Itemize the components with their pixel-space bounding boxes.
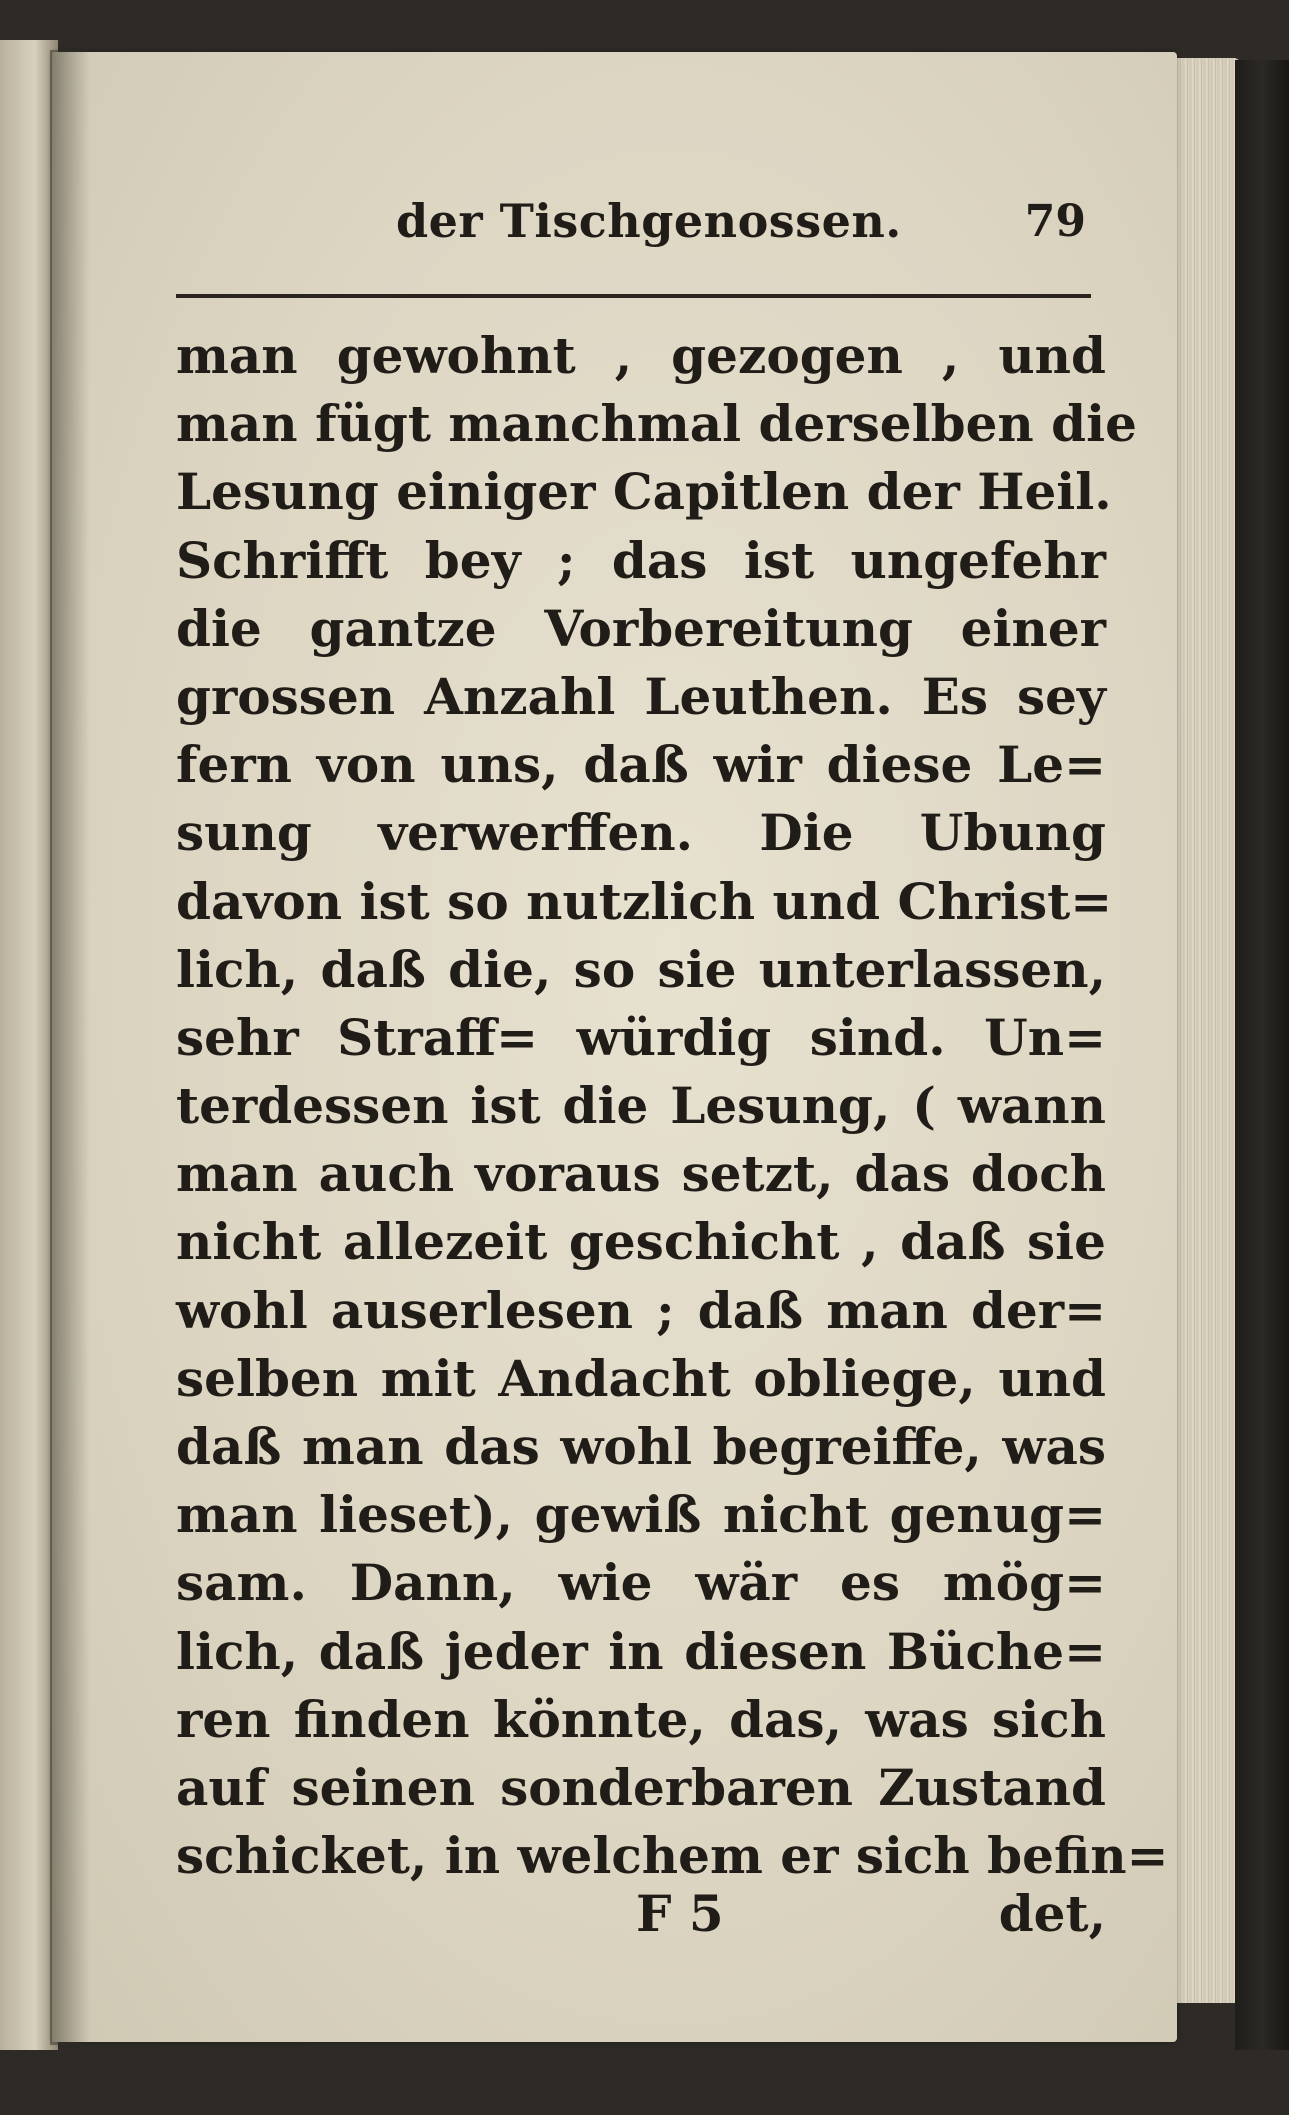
text-line: grossen Anzahl Leuthen. Es sey — [176, 666, 1106, 726]
book-page — [52, 52, 1177, 2042]
text-line: schicket, in welchem er sich befin= — [176, 1826, 1169, 1886]
text-line: Schrifft bey ; das ist ungefehr — [176, 530, 1106, 590]
text-line: sam. Dann, wie wär es mög= — [176, 1553, 1106, 1613]
text-line: terdessen ist die Lesung, ( wann — [176, 1076, 1106, 1136]
text-line: sung verwerffen. Die Ubung — [176, 803, 1106, 863]
text-line: auf seinen sonderbaren Zustand — [176, 1757, 1106, 1817]
text-line: davon ist so nutzlich und Christ= — [176, 871, 1113, 931]
text-line: ren finden könnte, das, was sich — [176, 1689, 1106, 1749]
text-line: wohl auserlesen ; daß man der= — [176, 1280, 1106, 1340]
header-rule — [176, 294, 1091, 298]
running-title: der Tischgenossen. — [396, 194, 902, 248]
text-line: lich, daß jeder in diesen Büche= — [176, 1621, 1106, 1681]
text-line: daß man das wohl begreiffe, was — [176, 1417, 1106, 1476]
gutter-shadow — [50, 50, 90, 2045]
text-line: die gantze Vorbereitung einer — [176, 598, 1106, 658]
catchword: det, — [998, 1884, 1106, 1943]
page-footer — [176, 1880, 1106, 1948]
text-line: fern von uns, daß wir diese Le= — [176, 735, 1106, 795]
text-line: man lieset), gewiß nicht genug= — [176, 1485, 1106, 1545]
text-line: selben mit Andacht obliege, und — [176, 1348, 1106, 1408]
running-head — [126, 160, 1116, 256]
text-line: man fügt manchmal derselben die — [176, 394, 1137, 454]
page-number: 79 — [1024, 196, 1086, 247]
book-cover-edge — [1235, 60, 1289, 2050]
text-line: man gewohnt , gezogen , und — [176, 326, 1106, 385]
body-text — [176, 322, 1169, 1890]
page-content — [126, 160, 1169, 1943]
text-line: lich, daß die, so sie unterlassen, — [176, 939, 1106, 999]
text-line: nicht allezeit geschicht , daß sie — [176, 1212, 1106, 1272]
signature-mark: F 5 — [636, 1884, 724, 1943]
text-line: man auch voraus setzt, das doch — [176, 1144, 1106, 1204]
text-line: sehr Straff= würdig sind. Un= — [176, 1007, 1106, 1067]
text-line: Lesung einiger Capitlen der Heil. — [176, 462, 1112, 522]
